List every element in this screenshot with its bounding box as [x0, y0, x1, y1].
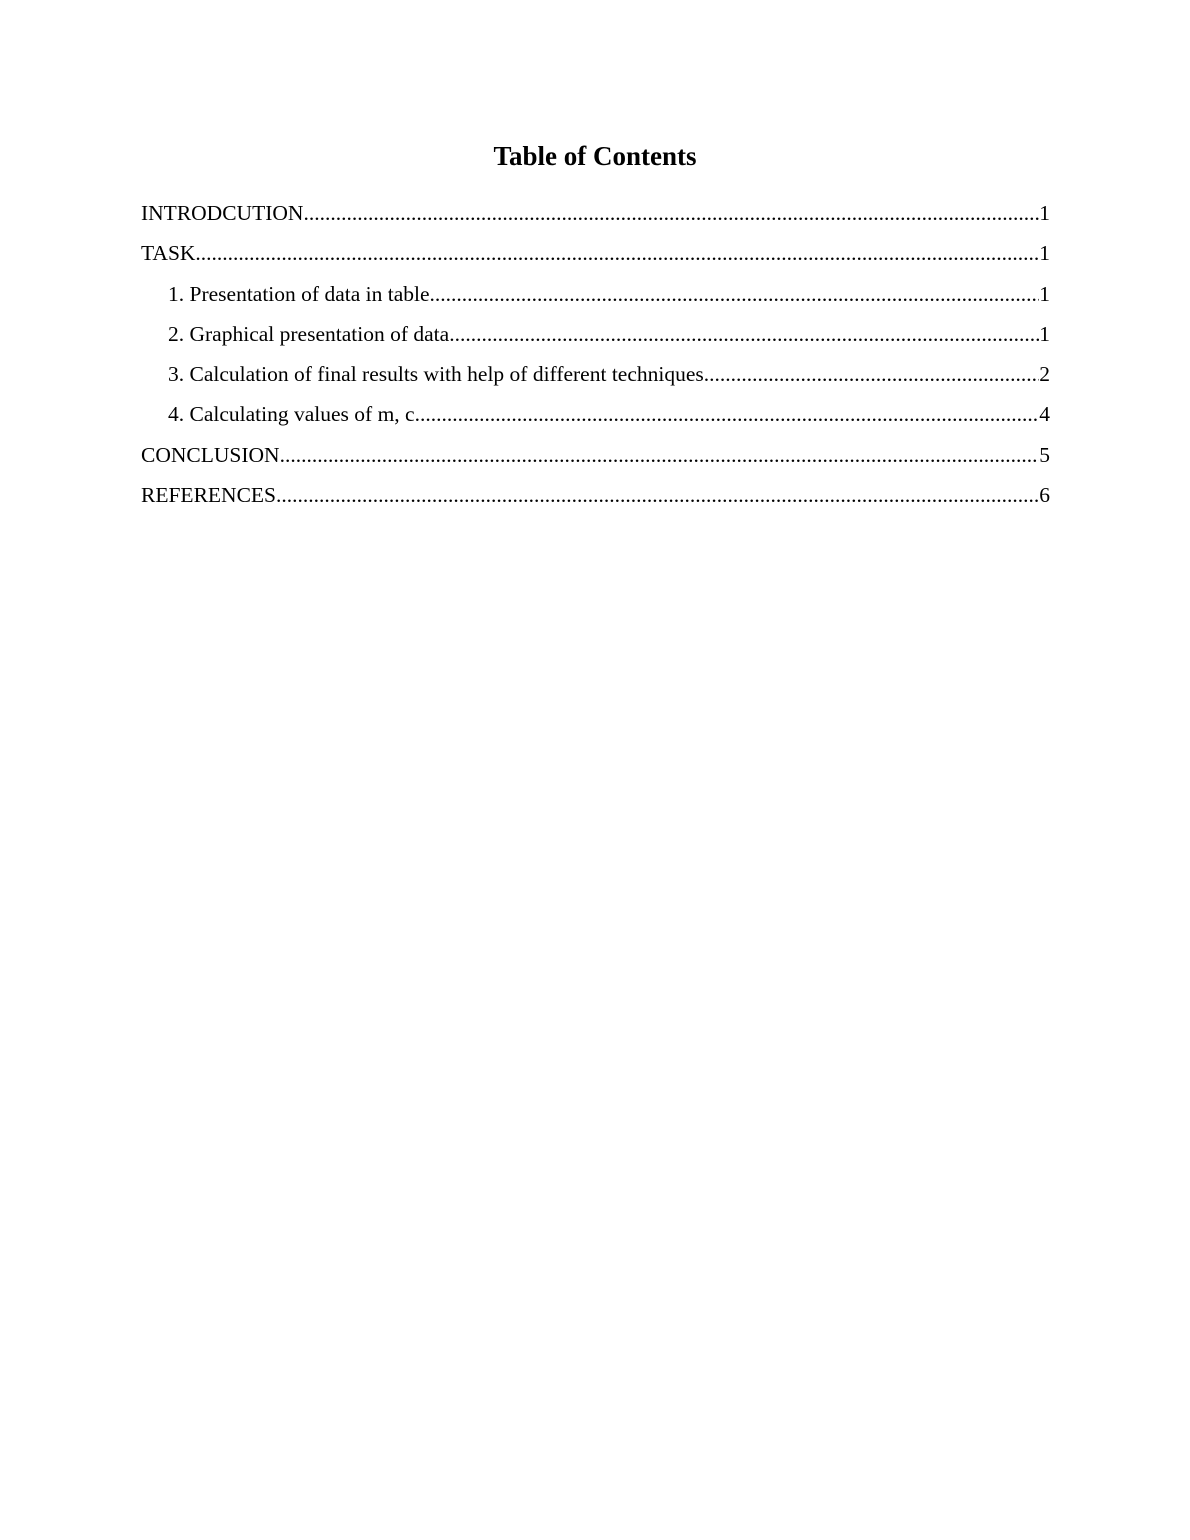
- toc-entry-page-number: 1: [1039, 201, 1050, 225]
- toc-entry-page-number: 1: [1039, 281, 1050, 306]
- toc-entry-task[interactable]: [141, 236, 1050, 276]
- toc-entry-graphical-presentation[interactable]: [141, 317, 1050, 357]
- toc-entry-label: 3. Calculation of final results with help of different techniques: [168, 362, 704, 387]
- toc-dot-leader: [280, 438, 1040, 472]
- toc-entry-page-number: 1: [1039, 241, 1050, 266]
- toc-entry-label: CONCLUSION: [141, 442, 280, 467]
- toc-entry-calculation-of-results[interactable]: [141, 357, 1050, 397]
- toc-dot-leader: [449, 317, 1039, 351]
- toc-entry-presentation-of-data[interactable]: [141, 277, 1050, 317]
- toc-dot-leader: [303, 196, 1039, 230]
- toc-entry-references[interactable]: [141, 478, 1050, 518]
- toc-list: [141, 196, 1050, 518]
- toc-entry-page-number: 1: [1039, 321, 1050, 346]
- toc-dot-leader: [704, 357, 1039, 391]
- toc-entry-label: 4. Calculating values of m, c: [168, 402, 415, 427]
- toc-entry-label: REFERENCES: [141, 483, 276, 508]
- toc-entry-page-number: 4: [1039, 402, 1050, 427]
- toc-entry-label: INTRODCUTION: [141, 201, 304, 225]
- toc-dot-leader: [415, 397, 1040, 431]
- toc-entry-page-number: 6: [1039, 483, 1050, 508]
- toc-dot-leader: [276, 478, 1039, 512]
- toc-entry-label: 1. Presentation of data in table: [168, 281, 430, 306]
- toc-entry-label: TASK: [141, 241, 196, 266]
- toc-dot-leader: [195, 236, 1039, 270]
- toc-entry-conclusion[interactable]: [141, 438, 1050, 478]
- toc-entry-page-number: 2: [1039, 362, 1050, 387]
- toc-entry-calculating-m-c[interactable]: [141, 397, 1050, 437]
- toc-entry-page-number: 5: [1039, 442, 1050, 467]
- toc-dot-leader: [430, 277, 1040, 311]
- toc-entry-introduction[interactable]: [141, 196, 1050, 236]
- toc-title: Table of Contents: [493, 141, 697, 171]
- toc-entry-label: 2. Graphical presentation of data: [168, 321, 450, 346]
